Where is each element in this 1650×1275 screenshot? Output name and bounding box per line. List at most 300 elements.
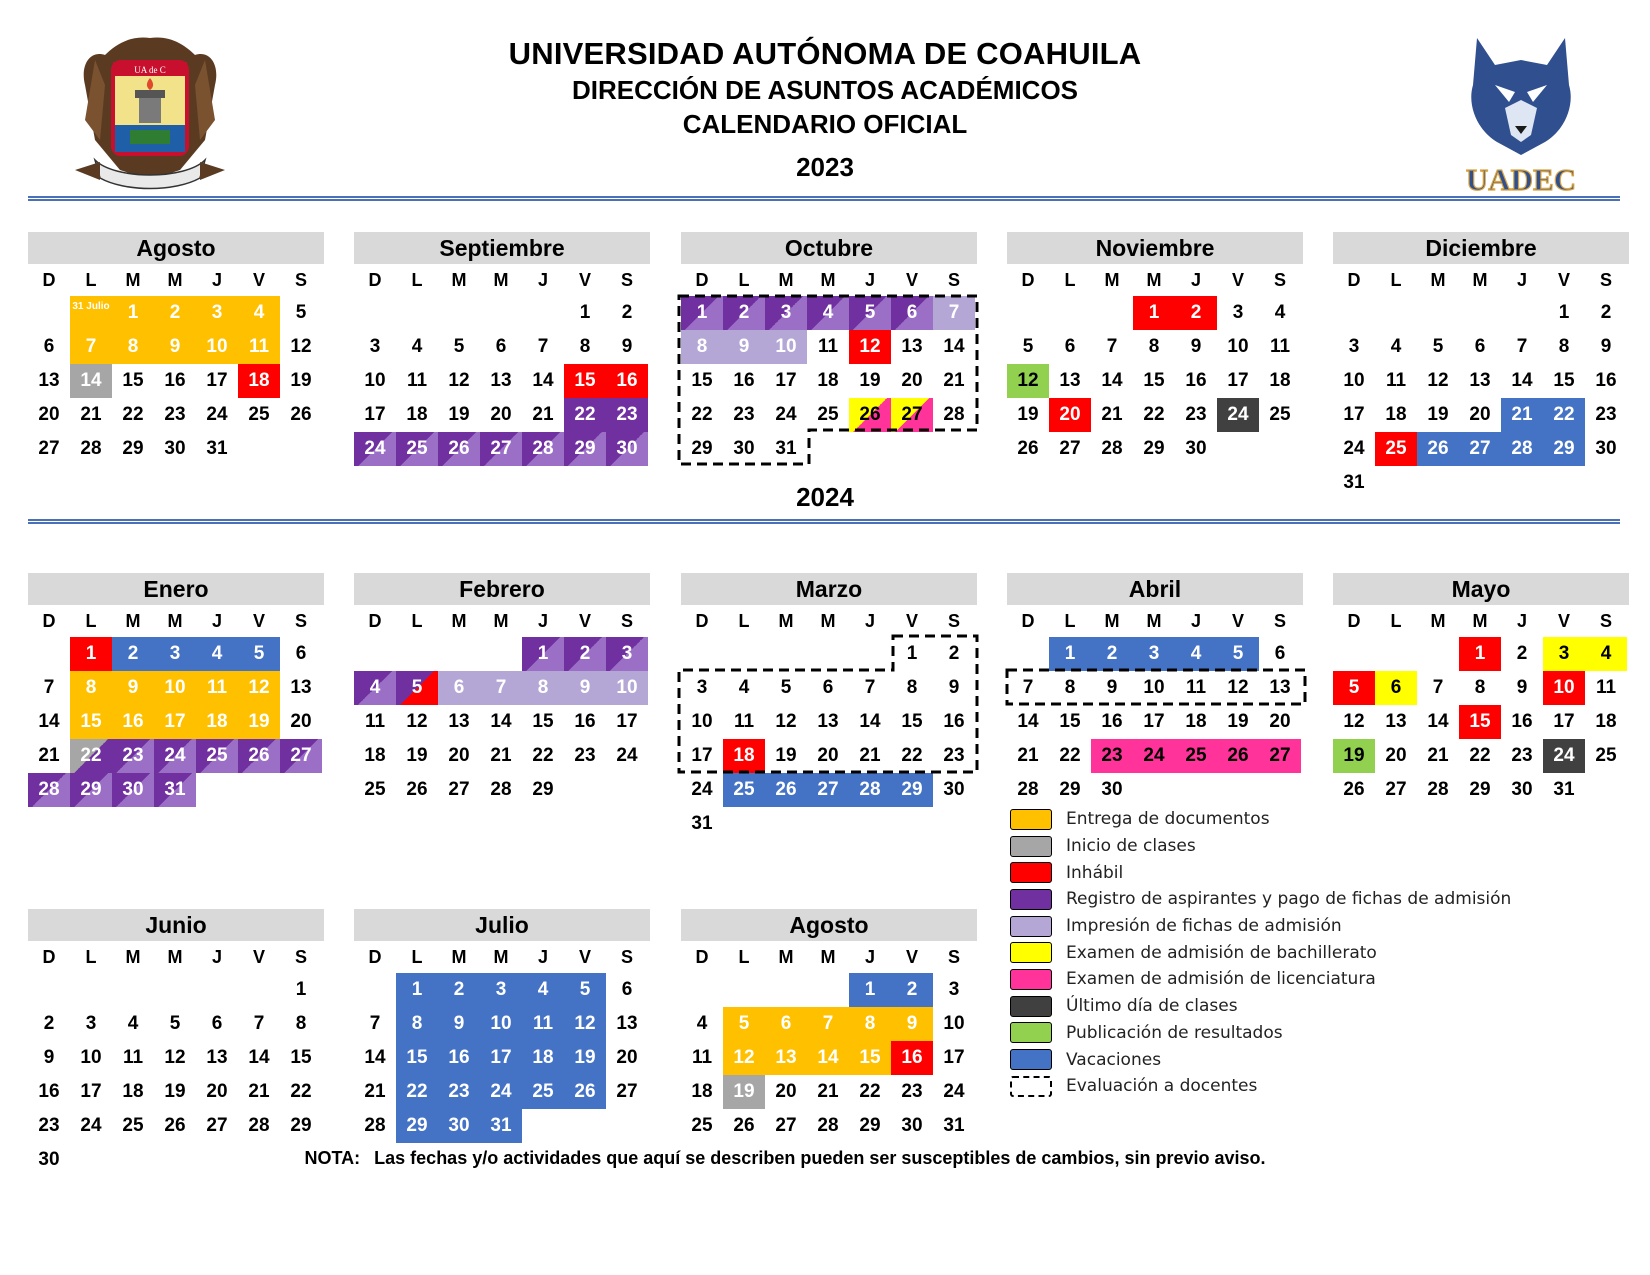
day-cell: 20 [290, 711, 312, 732]
day-cell: 14 [943, 336, 965, 357]
month-title: Enero [28, 573, 324, 605]
day-cell: 16 [574, 711, 596, 732]
weekday-label: V [905, 947, 918, 967]
legend-swatch [1010, 996, 1052, 1017]
day-cell: 21 [364, 1081, 386, 1102]
day-cell: 4 [1175, 637, 1217, 671]
day-cell: 25 [364, 779, 386, 800]
weekday-label: V [252, 270, 265, 290]
weekday-label: L [1390, 611, 1402, 631]
day-cell: 8 [1558, 336, 1570, 357]
day-cell: 14 [248, 1047, 270, 1068]
empty-cell [1375, 296, 1417, 330]
day-cell: 3 [1348, 336, 1360, 357]
day-cell: 8 [579, 336, 591, 357]
day-cell: 20 [901, 370, 923, 391]
month-title: Junio [28, 909, 324, 941]
weekday-label: V [905, 270, 918, 290]
month-title: Abril [1007, 573, 1303, 605]
day-cell: 24 [1133, 739, 1175, 773]
day-cell: 4 [1585, 637, 1627, 671]
day-cell: 19 [564, 1041, 606, 1075]
weekday-label: S [1599, 270, 1612, 290]
day-cell: 7 [807, 1007, 849, 1041]
day-cell: 17 [1553, 711, 1575, 732]
day-cell: 1 [295, 979, 307, 1000]
day-cell: 1 [579, 302, 591, 323]
legend-swatch [1010, 1022, 1052, 1043]
day-cell: 26 [1017, 438, 1039, 459]
day-cell: 18 [522, 1041, 564, 1075]
weekday-label: L [85, 611, 97, 631]
weekday-label: L [411, 270, 423, 290]
empty-cell [196, 973, 238, 1007]
day-cell: 5 [723, 1007, 765, 1041]
day-cell: 1 [681, 296, 723, 330]
empty-cell [1417, 296, 1459, 330]
day-cell: 25 [1269, 404, 1291, 425]
day-cell: 25 [1375, 432, 1417, 466]
empty-cell [70, 973, 112, 1007]
day-cell: 6 [1274, 643, 1286, 664]
month-title: Mayo [1333, 573, 1629, 605]
weekday-header [354, 605, 650, 637]
day-cell: 15 [70, 705, 112, 739]
day-cell: 20 [1269, 711, 1291, 732]
day-cell: 19 [1427, 404, 1449, 425]
month-mayo-9 [1333, 573, 1629, 807]
day-cell: 26 [438, 432, 480, 466]
empty-cell [28, 637, 70, 671]
year-2023-heading: 2023 [796, 152, 854, 182]
day-cell: 19 [775, 745, 797, 766]
day-cell: 22 [396, 1075, 438, 1109]
day-cell: 27 [38, 438, 60, 459]
day-cell: 5 [453, 336, 465, 357]
empty-cell [681, 637, 723, 671]
day-cell: 14 [1017, 711, 1039, 732]
day-cell: 29 [1059, 779, 1081, 800]
calendar-title: CALENDARIO OFICIAL [682, 109, 968, 139]
day-cell: 18 [723, 739, 765, 773]
legend-label: Vacaciones [1066, 1049, 1162, 1070]
day-cell: 21 [80, 404, 102, 425]
weekday-label: V [905, 611, 918, 631]
day-cell: 13 [38, 370, 60, 391]
day-cell: 11 [1385, 370, 1407, 391]
day-cell: 5 [564, 973, 606, 1007]
day-cell: 30 [1101, 779, 1123, 800]
day-cell: 7 [1516, 336, 1528, 357]
day-cell: 2 [1516, 643, 1528, 664]
day-cell: 10 [691, 711, 713, 732]
day-cell: 23 [38, 1115, 60, 1136]
day-cell: 31 [154, 773, 196, 807]
day-cell: 4 [127, 1013, 139, 1034]
weekday-label: J [1516, 611, 1527, 631]
month-title: Septiembre [354, 232, 650, 264]
month-noviembre-3 [1007, 232, 1303, 466]
day-cell: 2 [564, 637, 606, 671]
day-cell: 8 [906, 677, 918, 698]
day-cell: 15 [122, 370, 144, 391]
day-cell: 3 [948, 979, 960, 1000]
day-cell: 24 [1543, 739, 1585, 773]
day-cell: 27 [616, 1081, 638, 1102]
day-cell: 13 [1269, 677, 1291, 698]
day-cell: 14 [1427, 711, 1449, 732]
day-cell: 10 [1343, 370, 1365, 391]
empty-cell [354, 296, 396, 330]
weekday-label: S [294, 947, 307, 967]
legend-item [1010, 806, 1511, 833]
day-cell: 23 [1511, 745, 1533, 766]
weekday-label: S [1273, 270, 1286, 290]
weekday-label: D [695, 270, 709, 290]
day-grid [354, 973, 650, 1143]
weekday-label: L [1064, 611, 1076, 631]
day-cell: 24 [775, 404, 797, 425]
empty-cell [438, 637, 480, 671]
month-octubre-2 [681, 232, 977, 466]
day-cell: 16 [943, 711, 965, 732]
day-cell: 4 [807, 296, 849, 330]
day-cell: 17 [154, 705, 196, 739]
weekday-label: V [1231, 611, 1244, 631]
day-cell: 14 [532, 370, 554, 391]
legend-swatch [1010, 1049, 1052, 1070]
empty-cell [765, 637, 807, 671]
day-cell: 16 [38, 1081, 60, 1102]
legend-swatch [1010, 942, 1052, 963]
empty-cell [1091, 296, 1133, 330]
day-cell: 19 [1227, 711, 1249, 732]
empty-cell [1007, 637, 1049, 671]
day-cell: 23 [1091, 739, 1133, 773]
day-cell: 3 [1543, 637, 1585, 671]
day-cell: 21 [38, 745, 60, 766]
day-cell: 5 [396, 671, 438, 705]
day-cell: 22 [290, 1081, 312, 1102]
day-cell: 11 [364, 711, 386, 732]
day-cell: 6 [495, 336, 507, 357]
day-cell: 2 [1175, 296, 1217, 330]
weekday-label: V [1557, 611, 1570, 631]
legend-swatch [1010, 809, 1052, 830]
day-cell: 29 [290, 1115, 312, 1136]
empty-cell [1501, 296, 1543, 330]
note-prefix: NOTA: [304, 1148, 361, 1168]
weekday-label: M [493, 270, 509, 290]
legend-label: Evaluación a docentes [1066, 1076, 1258, 1097]
day-cell: 8 [396, 1007, 438, 1041]
weekday-header [681, 605, 977, 637]
month-julio-11 [354, 909, 650, 1143]
day-cell: 10 [480, 1007, 522, 1041]
day-cell: 5 [238, 637, 280, 671]
day-cell: 2 [891, 973, 933, 1007]
month-febrero-6 [354, 573, 650, 807]
day-grid [681, 637, 977, 841]
day-cell: 1 [1133, 296, 1175, 330]
legend-label: Registro de aspirantes y pago de fichas de admisión [1066, 889, 1512, 910]
weekday-label: S [620, 947, 633, 967]
day-cell: 14 [807, 1041, 849, 1075]
day-cell: 5 [1333, 671, 1375, 705]
day-cell: 8 [70, 671, 112, 705]
day-cell: 12 [849, 330, 891, 364]
weekday-label: J [1516, 270, 1527, 290]
day-cell: 23 [943, 745, 965, 766]
day-cell: 27 [775, 1115, 797, 1136]
day-cell: 15 [1143, 370, 1165, 391]
day-cell: 16 [1101, 711, 1123, 732]
day-cell: 22 [122, 404, 144, 425]
day-cell: 4 [738, 677, 750, 698]
weekday-label: D [42, 270, 56, 290]
day-cell: 17 [80, 1081, 102, 1102]
day-cell: 9 [564, 671, 606, 705]
day-cell: 21 [490, 745, 512, 766]
day-cell: 17 [616, 711, 638, 732]
day-cell: 19 [859, 370, 881, 391]
day-cell: 2 [723, 296, 765, 330]
day-cell: 2 [112, 637, 154, 671]
month-title: Octubre [681, 232, 977, 264]
day-cell: 31 [943, 1115, 965, 1136]
weekday-label: D [42, 947, 56, 967]
day-cell: 13 [817, 711, 839, 732]
day-cell: 6 [621, 979, 633, 1000]
day-cell: 1 [396, 973, 438, 1007]
day-cell: 13 [1469, 370, 1491, 391]
weekday-label: M [451, 947, 467, 967]
day-cell: 26 [1217, 739, 1259, 773]
day-cell: 4 [1274, 302, 1286, 323]
day-cell: 28 [364, 1115, 386, 1136]
day-cell: 7 [253, 1013, 265, 1034]
day-cell: 1 [522, 637, 564, 671]
weekday-label: J [864, 947, 875, 967]
day-cell: 11 [1269, 336, 1291, 357]
weekday-header [1333, 264, 1629, 296]
weekday-label: S [1273, 611, 1286, 631]
day-cell: 24 [154, 739, 196, 773]
weekday-label: V [578, 611, 591, 631]
day-cell: 5 [169, 1013, 181, 1034]
day-cell: 1 [1459, 637, 1501, 671]
day-cell: 20 [448, 745, 470, 766]
day-cell: 11 [522, 1007, 564, 1041]
weekday-label: S [620, 270, 633, 290]
day-cell: 5 [1432, 336, 1444, 357]
day-cell: 12 [1227, 677, 1249, 698]
day-grid [681, 973, 977, 1143]
weekday-label: L [85, 947, 97, 967]
empty-cell [849, 637, 891, 671]
day-cell: 28 [28, 773, 70, 807]
weekday-label: D [1021, 611, 1035, 631]
day-cell: 31 [775, 438, 797, 459]
day-cell: 27 [206, 1115, 228, 1136]
day-cell: 9 [112, 671, 154, 705]
weekday-header [354, 264, 650, 296]
day-cell: 25 [522, 1075, 564, 1109]
day-cell: 23 [164, 404, 186, 425]
day-cell: 5 [780, 677, 792, 698]
empty-cell [354, 637, 396, 671]
weekday-label: M [167, 947, 183, 967]
legend-swatch [1010, 916, 1052, 937]
day-cell: 19 [290, 370, 312, 391]
legend-item [1010, 833, 1511, 860]
day-cell: 22 [532, 745, 554, 766]
day-cell: 11 [406, 370, 428, 391]
empty-cell [238, 973, 280, 1007]
day-cell: 22 [564, 398, 606, 432]
day-cell: 3 [1133, 637, 1175, 671]
day-cell: 11 [122, 1047, 144, 1068]
day-grid [354, 296, 650, 466]
legend-item [1010, 993, 1511, 1020]
note-text: Las fechas y/o actividades que aquí se describen pueden ser susceptibles de cambios, sin previo aviso. [374, 1148, 1266, 1168]
weekday-header [28, 941, 324, 973]
day-cell: 23 [438, 1075, 480, 1109]
day-cell: 2 [1600, 302, 1612, 323]
day-cell: 4 [354, 671, 396, 705]
month-abril-8 [1007, 573, 1303, 807]
day-grid [681, 296, 977, 466]
day-cell: 29 [70, 773, 112, 807]
day-cell: 19 [1017, 404, 1039, 425]
weekday-label: M [1472, 611, 1488, 631]
day-cell: 8 [681, 330, 723, 364]
day-cell: 25 [817, 404, 839, 425]
weekday-label: M [1104, 270, 1120, 290]
weekday-label: D [368, 947, 382, 967]
department-title: DIRECCIÓN DE ASUNTOS ACADÉMICOS [571, 75, 1079, 105]
footer-note [0, 1148, 1570, 1169]
day-cell: 1 [906, 643, 918, 664]
day-cell: 13 [206, 1047, 228, 1068]
day-cell: 3 [606, 637, 648, 671]
day-grid [28, 973, 324, 1177]
day-cell: 30 [943, 779, 965, 800]
empty-cell [765, 973, 807, 1007]
day-cell: 20 [817, 745, 839, 766]
weekday-label: D [695, 947, 709, 967]
day-cell: 29 [122, 438, 144, 459]
day-cell: 5 [1217, 637, 1259, 671]
weekday-label: M [451, 270, 467, 290]
day-cell: 28 [1427, 779, 1449, 800]
day-cell: 6 [1375, 671, 1417, 705]
day-cell: 3 [154, 637, 196, 671]
weekday-label: J [537, 611, 548, 631]
day-cell: 24 [1343, 438, 1365, 459]
day-cell: 3 [765, 296, 807, 330]
day-cell: 19 [448, 404, 470, 425]
weekday-header [681, 264, 977, 296]
day-cell: 2 [1091, 637, 1133, 671]
day-cell: 18 [817, 370, 839, 391]
weekday-label: V [1557, 270, 1570, 290]
month-title: Agosto [681, 909, 977, 941]
day-cell: 17 [943, 1047, 965, 1068]
day-cell: 21 [817, 1081, 839, 1102]
day-cell: 3 [196, 296, 238, 330]
day-cell: 14 [1101, 370, 1123, 391]
weekday-label: V [252, 947, 265, 967]
weekday-header [681, 941, 977, 973]
day-cell: 18 [1595, 711, 1617, 732]
day-cell: 15 [564, 364, 606, 398]
day-cell: 12 [564, 1007, 606, 1041]
day-cell: 22 [901, 745, 923, 766]
day-cell: 19 [1333, 739, 1375, 773]
day-cell: 29 [859, 1115, 881, 1136]
day-cell: 12 [406, 711, 428, 732]
day-cell: 3 [85, 1013, 97, 1034]
day-cell: 1 [1049, 637, 1091, 671]
day-cell: 10 [364, 370, 386, 391]
day-cell: 28 [490, 779, 512, 800]
day-cell: 6 [1474, 336, 1486, 357]
day-cell: 5 [295, 302, 307, 323]
weekday-label: S [947, 611, 960, 631]
weekday-label: M [778, 270, 794, 290]
university-crest-logo [75, 30, 225, 195]
day-cell: 27 [448, 779, 470, 800]
day-cell: 28 [522, 432, 564, 466]
day-cell: 20 [1049, 398, 1091, 432]
day-cell: 28 [1017, 779, 1039, 800]
day-cell: 4 [1390, 336, 1402, 357]
weekday-header [1333, 605, 1629, 637]
day-cell: 11 [196, 671, 238, 705]
weekday-label: J [1190, 270, 1201, 290]
weekday-label: L [738, 270, 750, 290]
weekday-label: S [947, 270, 960, 290]
empty-cell [1375, 637, 1417, 671]
day-cell: 19 [164, 1081, 186, 1102]
empty-cell [28, 296, 70, 330]
empty-cell [723, 637, 765, 671]
day-cell: 21 [248, 1081, 270, 1102]
day-cell: 5 [849, 296, 891, 330]
day-cell: 8 [1474, 677, 1486, 698]
day-cell: 2 [948, 643, 960, 664]
day-cell: 7 [43, 677, 55, 698]
day-cell: 12 [775, 711, 797, 732]
empty-cell [807, 637, 849, 671]
day-cell: 6 [1064, 336, 1076, 357]
legend-label: Entrega de documentos [1066, 809, 1270, 830]
day-cell: 1 [70, 637, 112, 671]
empty-cell [1333, 296, 1375, 330]
day-cell: 21 [859, 745, 881, 766]
day-cell: 23 [901, 1081, 923, 1102]
day-cell: 9 [621, 336, 633, 357]
day-cell: 25 [396, 432, 438, 466]
weekday-label: J [211, 270, 222, 290]
day-cell: 23 [1185, 404, 1207, 425]
uadec-wordmark: UADEC [1465, 162, 1577, 197]
day-cell: 12 [1343, 711, 1365, 732]
day-cell: 26 [1343, 779, 1365, 800]
day-cell: 28 [80, 438, 102, 459]
empty-cell [396, 296, 438, 330]
